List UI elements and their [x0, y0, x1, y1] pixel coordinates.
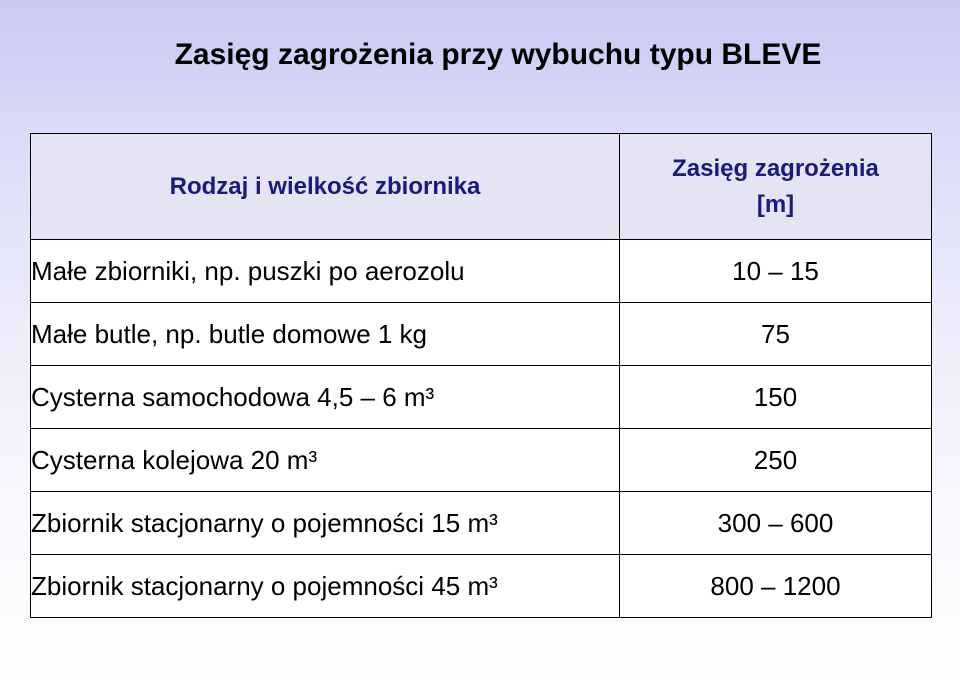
hazard-range-cell: 75 — [620, 303, 932, 366]
table-row — [31, 366, 932, 429]
table-header-row — [31, 134, 932, 240]
table-row — [31, 303, 932, 366]
tank-type-cell: Zbiornik stacjonarny o pojemności 45 m³ — [31, 555, 620, 618]
table-row — [31, 555, 932, 618]
tank-type-cell: Zbiornik stacjonarny o pojemności 15 m³ — [31, 492, 620, 555]
tank-type-cell: Cysterna kolejowa 20 m³ — [31, 429, 620, 492]
table-row — [31, 492, 932, 555]
hazard-range-cell: 800 – 1200 — [620, 555, 932, 618]
tank-type-cell: Małe butle, np. butle domowe 1 kg — [31, 303, 620, 366]
tank-type-cell: Cysterna samochodowa 4,5 – 6 m³ — [31, 366, 620, 429]
slide-title: Zasięg zagrożenia przy wybuchu typu BLEVE — [174, 38, 822, 71]
tank-type-cell: Małe zbiorniki, np. puszki po aerozolu — [31, 240, 620, 303]
hazard-range-cell: 150 — [620, 366, 932, 429]
hazard-range-cell: 10 – 15 — [620, 240, 932, 303]
header-hazard-range-line1: Zasięg zagrożenia — [672, 154, 879, 182]
table-row — [31, 240, 932, 303]
table-row — [31, 429, 932, 492]
hazard-range-table — [30, 133, 932, 618]
header-tank-type: Rodzaj i wielkość zbiornika — [31, 134, 620, 240]
header-hazard-range — [620, 134, 932, 240]
hazard-range-cell: 250 — [620, 429, 932, 492]
hazard-range-cell: 300 – 600 — [620, 492, 932, 555]
header-hazard-range-unit: [m] — [756, 190, 795, 218]
